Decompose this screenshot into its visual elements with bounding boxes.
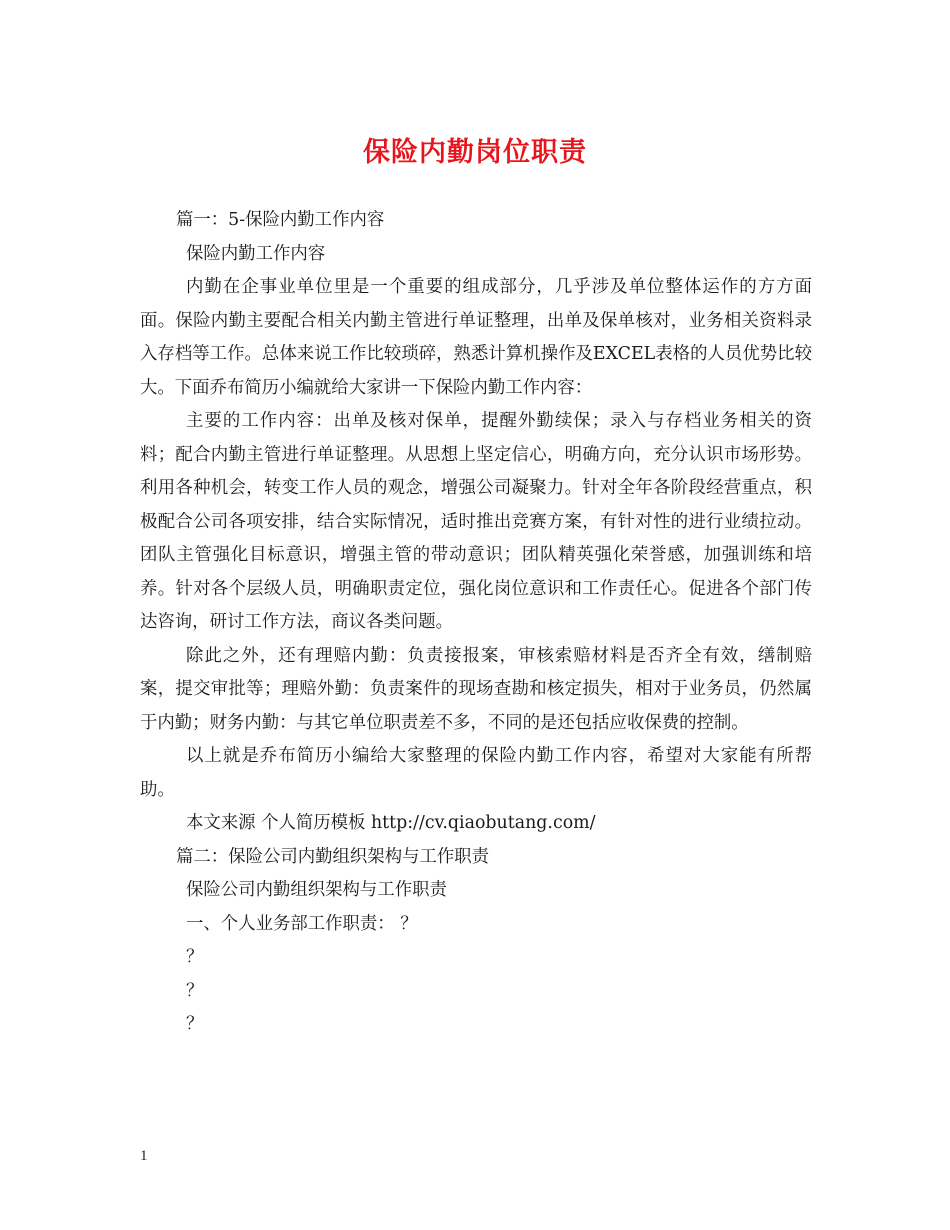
paragraph-conclusion: 以上就是乔布简历小编给大家整理的保险内勤工作内容，希望对大家能有所帮助。 — [140, 746, 812, 800]
paragraph-main-duties: 主要的工作内容：出单及核对保单，提醒外勤续保；录入与存档业务相关的资料；配合内勤主管进行单证整理。从思想上坚定信心，明确方向，充分认识市场形势。利用各种机会，转变工作人员的观念，增强公司凝聚力。针对全年各阶段经营重点，积极配合公司各项安排，结合实际情况，适时推出竞赛方案，有针对性的进行业绩拉动。团队主管强化目标意识，增强主管的带动意识；团队精英强化荣誉感，加强训练和培养。针对各个层级人员，明确职责定位，强化岗位意识和工作责任心。促进各个部门传达咨询，研讨工作方法，商议各类问题。 — [140, 411, 812, 632]
paragraph-other-roles: 除此之外，还有理赔内勤：负责接报案，审核索赔材料是否齐全有效，缮制赔案，提交审批等；理赔外勤：负责案件的现场查勘和核定损失，相对于业务员，仍然属于内勤；财务内勤：与其它单位职责差不多，不同的是还包括应收保费的控制。 — [140, 645, 812, 733]
section1-heading: 篇一：5-保险内勤工作内容 — [176, 210, 385, 230]
source-line: 本文来源 个人简历模板 http://cv.qiaobutang.com/ — [186, 813, 596, 833]
question-mark-line: ？ — [186, 1014, 204, 1034]
question-mark-line: ？ — [186, 947, 204, 967]
page-number: 1 — [140, 1148, 148, 1164]
section1-subtitle: 保险内勤工作内容 — [186, 243, 326, 264]
paragraph-intro: 内勤在企事业单位里是一个重要的组成部分，几乎涉及单位整体运作的方方面面。保险内勤主要配合相关内勤主管进行单证整理，出单及保单核对，业务相关资料录入存档等工作。总体来说工作比较琐碎，熟悉计算机操作及EXCEL表格的人员优势比较大。下面乔布简历小编就给大家讲一下保险内勤工作内容： — [140, 277, 812, 398]
section2-subtitle: 保险公司内勤组织架构与工作职责 — [186, 880, 447, 900]
section2-heading: 篇二：保险公司内勤组织架构与工作职责 — [176, 846, 490, 867]
question-mark-line: ？ — [186, 980, 204, 1001]
document-title: 保险内勤岗位职责 — [363, 137, 587, 168]
document-body — [140, 204, 812, 1042]
item-personal-business: 一、个人业务部工作职责： ？ — [186, 913, 418, 934]
